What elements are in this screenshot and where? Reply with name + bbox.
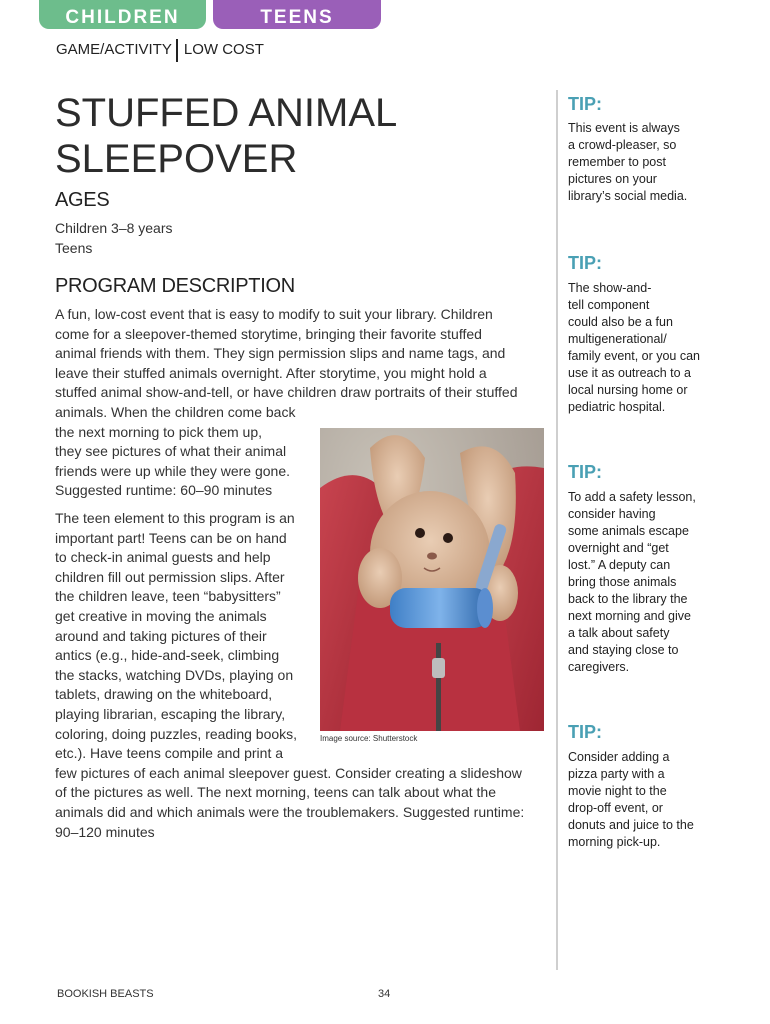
image-caption: Image source: Shutterstock: [320, 734, 418, 743]
text-line: important part! Teens can be on hand: [55, 529, 287, 546]
tip-text: [568, 489, 718, 676]
ages-list: [55, 219, 173, 258]
text-line: caregivers.: [568, 660, 630, 674]
tip-text: [568, 280, 718, 416]
text-line: could also be a fun: [568, 315, 673, 329]
tip-text: [568, 120, 718, 205]
text-line: The teen element to this program is an: [55, 510, 295, 526]
text-line: coloring, doing puzzles, reading books,: [55, 725, 298, 742]
text-line: bring those animals: [568, 575, 677, 589]
tip-label: TIP:: [568, 722, 602, 742]
text-line: pictures on your: [568, 172, 657, 186]
text-line: 90–120 minutes: [55, 823, 155, 840]
text-line: friends were up while they were gone.: [55, 462, 291, 479]
text-line: To add a safety lesson,: [568, 490, 696, 504]
text-line: A fun, low-cost event that is easy to modify to suit your library. Children: [55, 306, 493, 322]
text-line: to check-in animal guests and help: [55, 549, 271, 566]
text-line: movie night to the: [568, 784, 667, 798]
text-line: drop-off event, or: [568, 801, 663, 815]
category-low-cost: LOW COST: [183, 41, 264, 58]
category-line: [56, 38, 264, 62]
text-line: few pictures of each animal sleepover guest. Consider creating a slideshow: [55, 764, 522, 781]
text-line: consider having: [568, 507, 656, 521]
text-line: Suggested runtime: 60–90 minutes: [55, 482, 273, 499]
text-line: Consider adding a: [568, 750, 670, 764]
text-line: children fill out permission slips. After: [55, 568, 285, 585]
text-line: stuffed animal show-and-tell, or have children draw portraits of their stuffed: [55, 384, 518, 401]
tab-children: CHILDREN: [39, 0, 206, 29]
tip-text: [568, 749, 718, 851]
tip-label: TIP:: [568, 253, 602, 273]
title-line-2: SLEEPOVER: [55, 137, 298, 181]
text-line: playing librarian, escaping the library,: [55, 705, 286, 722]
photo-illustration: [320, 428, 544, 731]
ages-item: Teens: [55, 239, 93, 256]
page-number: 34: [378, 988, 391, 1000]
text-line: The show-and-: [568, 281, 652, 295]
ages-item: Children 3–8 years: [55, 220, 173, 236]
text-line: This event is always: [568, 121, 680, 135]
text-line: tell component: [568, 298, 650, 312]
text-line: lost.” A deputy can: [568, 558, 671, 572]
sidebar-divider: [556, 90, 558, 970]
category-divider: [176, 39, 178, 62]
text-line: animal friends with them. They sign permission slips and name tags, and: [55, 345, 506, 362]
text-line: use it as outreach to a: [568, 366, 691, 380]
tip-label: TIP:: [568, 94, 602, 114]
text-line: they see pictures of what their animal: [55, 443, 287, 460]
text-line: around and taking pictures of their: [55, 627, 267, 644]
text-line: remember to post: [568, 155, 666, 169]
text-line: donuts and juice to the: [568, 818, 694, 832]
text-line: a crowd-pleaser, so: [568, 138, 677, 152]
stuffed-bunny-photo: [320, 428, 544, 731]
text-line: come for a sleepover-themed storytime, bringing their favorite stuffed: [55, 325, 482, 342]
text-line: pediatric hospital.: [568, 400, 666, 414]
text-line: the stacks, watching DVDs, playing on: [55, 666, 294, 683]
text-line: morning pick-up.: [568, 835, 661, 849]
tab-teens: TEENS: [213, 0, 381, 29]
text-line: back to the library the: [568, 592, 688, 606]
text-line: leave their stuffed animals overnight. After storytime, you might hold a: [55, 364, 487, 381]
text-line: a talk about safety: [568, 626, 670, 640]
ages-heading: AGES: [55, 189, 110, 211]
text-line: antics (e.g., hide-and-seek, climbing: [55, 647, 280, 664]
text-line: of the pictures as well. The next morning, teens can talk about what the: [55, 784, 496, 801]
text-line: overnight and “get: [568, 541, 669, 555]
text-line: animals did and which animals were the troublemakers. Suggested runtime:: [55, 803, 525, 820]
title-line-1: STUFFED ANIMAL: [55, 91, 398, 135]
text-line: library’s social media.: [568, 189, 688, 203]
page-title: [55, 90, 515, 182]
text-line: pizza party with a: [568, 767, 665, 781]
text-line: etc.). Have teens compile and print a: [55, 745, 284, 762]
text-line: the children leave, teen “babysitters”: [55, 588, 281, 605]
text-line: animals. When the children come back: [55, 403, 296, 420]
text-line: family event, or you can: [568, 349, 701, 363]
tip-label: TIP:: [568, 462, 602, 482]
footer-book-title: BOOKISH BEASTS: [57, 988, 154, 1000]
text-line: get creative in moving the animals: [55, 607, 267, 624]
text-line: tablets, drawing on the whiteboard,: [55, 686, 273, 703]
category-game-activity: GAME/ACTIVITY: [56, 41, 172, 58]
text-line: and staying close to: [568, 643, 679, 657]
text-line: the next morning to pick them up,: [55, 423, 262, 440]
text-line: some animals escape: [568, 524, 689, 538]
text-line: multigenerational/: [568, 332, 667, 346]
text-line: next morning and give: [568, 609, 691, 623]
program-description-heading: PROGRAM DESCRIPTION: [55, 275, 295, 297]
text-line: local nursing home or: [568, 383, 688, 397]
